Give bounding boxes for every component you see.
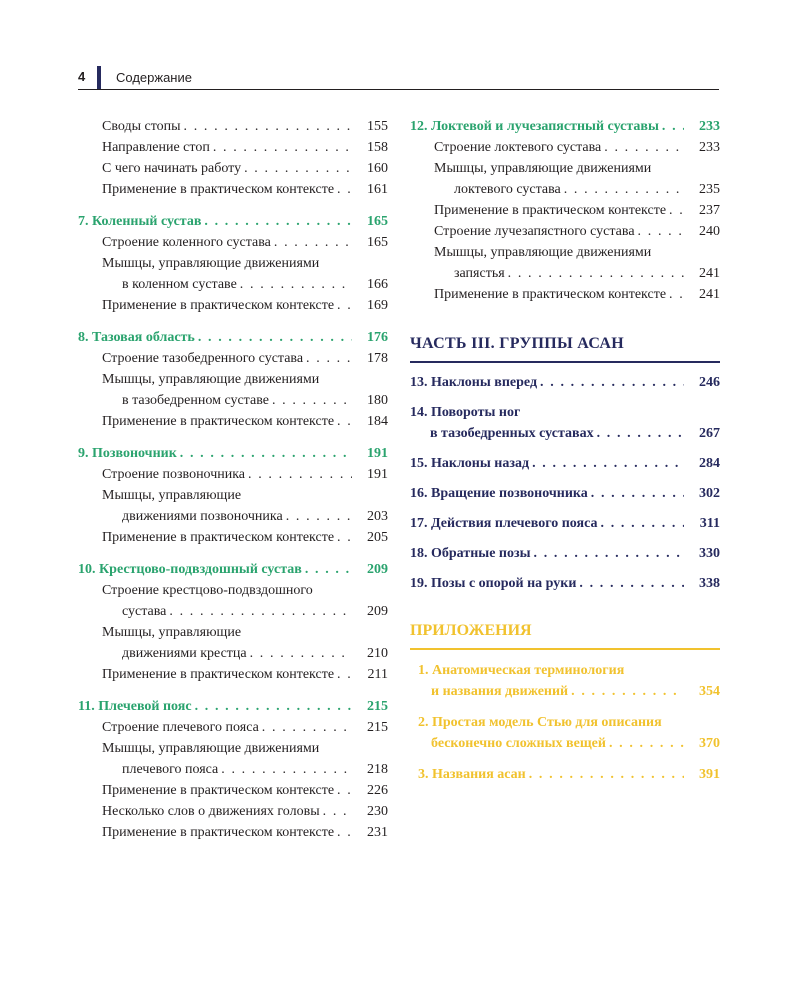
appendix-item-entry-title: 1. Анатомическая терминология	[418, 663, 625, 678]
toc-subentry-title: Направление стоп	[102, 140, 210, 155]
toc-subentry-page: 237	[699, 203, 720, 218]
part-item	[410, 573, 720, 594]
toc-subentry	[410, 200, 720, 221]
toc-subentry-row	[78, 506, 388, 527]
toc-chapter-heading-page: 165	[367, 214, 388, 229]
toc-chapter-heading	[78, 696, 388, 717]
part-item-entry	[410, 453, 720, 474]
part-heading: ЧАСТЬ III. ГРУППЫ АСАН	[410, 335, 720, 363]
toc-subentry-title: Применение в практическом контексте	[102, 783, 335, 798]
page-number: 4	[78, 69, 86, 84]
toc-subentry-page: 235	[699, 182, 720, 197]
toc-chapter	[78, 559, 388, 685]
toc-chapter-heading-row	[78, 327, 388, 348]
appendix-item-entry-title: 3. Названия асан	[418, 767, 526, 782]
leader-dots	[337, 179, 352, 200]
toc-subentry-title: Применение в практическом контексте	[102, 530, 335, 545]
part-item-entry-row	[410, 372, 720, 393]
leader-dots	[337, 780, 352, 801]
toc-subentry-row	[78, 759, 388, 780]
toc-chapter-heading	[78, 211, 388, 232]
leader-dots	[198, 327, 352, 348]
toc-subentry-title: Мышцы, управляющие движениями	[102, 372, 320, 387]
toc-subentry-title: Своды стопы	[102, 119, 181, 134]
toc-subentry	[78, 664, 388, 685]
leader-dots	[323, 801, 352, 822]
toc-subentry-row	[410, 179, 720, 200]
toc-subentry-page: 203	[367, 509, 388, 524]
toc-subentry-title: Мышцы, управляющие	[102, 625, 242, 640]
toc-subentry-page: 241	[699, 266, 720, 281]
toc-chapter	[78, 443, 388, 548]
part-item-entry-page: 246	[699, 375, 720, 390]
part-item	[410, 372, 720, 393]
part-item-entry-row	[410, 543, 720, 564]
appendix-item-entry-row	[418, 764, 720, 785]
toc-subentry-page: 160	[367, 161, 388, 176]
leader-dots	[540, 372, 684, 393]
toc-chapter-heading	[410, 116, 720, 137]
toc-subentry-title: Строение крестцово-подвздошного	[102, 583, 313, 598]
toc-subentry-title-cont: в коленном суставе	[122, 277, 237, 292]
part-item-entry	[410, 483, 720, 504]
leader-dots	[529, 764, 684, 785]
appendix-item-entry	[418, 712, 720, 754]
part-item-entry-page: 267	[699, 426, 720, 441]
toc-chapter-heading-row	[78, 559, 388, 580]
part-item-entry-page: 311	[699, 516, 720, 531]
toc-subentry-page: 240	[699, 224, 720, 239]
toc-subentry-title-cont: плечевого пояса	[122, 762, 219, 777]
leader-dots	[337, 664, 352, 685]
toc-subentry-title: Мышцы, управляющие движениями	[102, 741, 320, 756]
toc-subentry-row	[410, 284, 720, 305]
part-item-entry-row	[410, 573, 720, 594]
toc-subentry-title-cont: в тазобедренном суставе	[122, 393, 269, 408]
toc-subentry	[410, 221, 720, 242]
appendix-item-entry-page: 370	[699, 736, 720, 751]
toc-subentry-page: 184	[367, 414, 388, 429]
toc-subentry-page: 166	[367, 277, 388, 292]
leader-dots	[337, 295, 352, 316]
toc-subentry-row	[78, 822, 388, 843]
part-item-entry	[410, 543, 720, 564]
part-item-entry-title: 18. Обратные позы	[410, 546, 531, 561]
part-item-entry-title: 13. Наклоны вперед	[410, 375, 538, 390]
leader-dots	[597, 423, 684, 444]
part-item	[410, 513, 720, 534]
part-item-entry-page: 338	[699, 576, 720, 591]
toc-subentry-title: Применение в практическом контексте	[102, 298, 335, 313]
toc-chapter-heading-title: 10. Крестцово-подвздошный сустав	[78, 562, 302, 577]
appendix-item-entry	[418, 660, 720, 702]
toc-chapter-heading	[78, 443, 388, 464]
toc-chapter-heading-title: 12. Локтевой и лучезапястный суставы	[410, 119, 659, 134]
leader-dots	[337, 822, 352, 843]
toc-subentry-page: 230	[367, 804, 388, 819]
toc-subentry	[78, 485, 388, 527]
header-title: Содержание	[116, 70, 192, 85]
part-item	[410, 543, 720, 564]
leader-dots	[286, 506, 352, 527]
leader-dots	[244, 158, 352, 179]
toc-subentry	[78, 717, 388, 738]
leader-dots	[184, 116, 352, 137]
toc-subentry-row	[78, 232, 388, 253]
part-item	[410, 402, 720, 444]
leader-dots	[274, 232, 352, 253]
toc-subentry	[78, 348, 388, 369]
leader-dots	[213, 137, 352, 158]
toc-subentry-page: 180	[367, 393, 388, 408]
appendix-heading: ПРИЛОЖЕНИЯ	[410, 622, 720, 650]
leader-dots	[250, 643, 352, 664]
toc-subentry-page: 211	[367, 667, 388, 682]
toc-subentry	[78, 253, 388, 295]
part-item-entry-row	[410, 453, 720, 474]
part-item-entry-row	[410, 483, 720, 504]
toc-subentry-page: 178	[367, 351, 388, 366]
leader-dots	[305, 559, 352, 580]
toc-subentry	[78, 411, 388, 432]
leader-dots	[337, 411, 352, 432]
leader-dots	[601, 513, 684, 534]
toc-subentry-row	[78, 664, 388, 685]
toc-subentry-title-cont: движениями крестца	[122, 646, 247, 661]
toc-subentry-title: Строение тазобедренного сустава	[102, 351, 304, 366]
toc-subentry-title: Мышцы, управляющие движениями	[434, 245, 652, 260]
leader-dots	[508, 263, 684, 284]
appendix-item-entry-title-cont: бесконечно сложных вещей	[431, 736, 606, 751]
toc-subentry-row	[410, 200, 720, 221]
toc-subentry-title-cont: запястья	[454, 266, 505, 281]
part-item-entry-title: 17. Действия плечевого пояса	[410, 516, 598, 531]
leader-dots	[306, 348, 352, 369]
toc-chapter-heading-row	[78, 443, 388, 464]
toc-left-column	[78, 116, 388, 843]
part-item-entry-title: 19. Позы с опорой на руки	[410, 576, 577, 591]
toc-chapter-heading-page: 233	[699, 119, 720, 134]
appendix-item	[410, 660, 720, 702]
leader-dots	[564, 179, 684, 200]
leader-dots	[604, 137, 684, 158]
leader-dots	[534, 543, 684, 564]
toc-subentry	[78, 464, 388, 485]
leader-dots	[262, 717, 352, 738]
toc-subentry-page: 191	[367, 467, 388, 482]
toc-subentry-page: 169	[367, 298, 388, 313]
part-item-entry-title-cont: в тазобедренных суставах	[430, 426, 594, 441]
toc-subentry-row	[78, 137, 388, 158]
appendix-item-entry-title-cont: и названия движений	[431, 684, 569, 699]
leader-dots	[591, 483, 684, 504]
toc-chapter-heading	[78, 559, 388, 580]
toc-subentry-row	[78, 464, 388, 485]
toc-chapter-heading-title: 7. Коленный сустав	[78, 214, 202, 229]
appendix-item-entry-page: 354	[699, 684, 720, 699]
leader-dots	[662, 116, 684, 137]
part-item-entry-row	[410, 513, 720, 534]
appendix-item	[410, 764, 720, 785]
toc-chapter-heading-row	[78, 696, 388, 717]
toc-subentry-row	[78, 390, 388, 411]
toc-subentry	[78, 295, 388, 316]
appendix-item-entry	[418, 764, 720, 785]
leader-dots	[532, 453, 684, 474]
part-item-entry-row	[410, 423, 720, 444]
toc-subentry-page: 205	[367, 530, 388, 545]
toc-subentry-page: 215	[367, 720, 388, 735]
toc-subentry-title: Применение в практическом контексте	[434, 287, 667, 302]
appendix-item-entry-page: 391	[699, 767, 720, 782]
toc-subentry-page: 158	[367, 140, 388, 155]
toc-subentry-page: 165	[367, 235, 388, 250]
toc-subentry-row	[78, 601, 388, 622]
toc-subentry-page: 233	[699, 140, 720, 155]
toc-subentry-title: Мышцы, управляющие движениями	[102, 256, 320, 271]
leader-dots	[669, 200, 684, 221]
toc-subentry	[78, 780, 388, 801]
toc-chapter-heading-title: 8. Тазовая область	[78, 330, 195, 345]
leader-dots	[571, 681, 684, 702]
toc-subentry-page: 155	[367, 119, 388, 134]
part-item-entry-title: 14. Повороты ног	[410, 405, 521, 420]
part-item	[410, 483, 720, 504]
leader-dots	[272, 390, 352, 411]
toc-chapter-heading-row	[78, 211, 388, 232]
toc-subentry	[78, 622, 388, 664]
toc-subentry-page: 161	[367, 182, 388, 197]
toc-subentry-title: Применение в практическом контексте	[102, 414, 335, 429]
toc-subentry-row	[78, 411, 388, 432]
toc-chapter-heading	[78, 327, 388, 348]
toc-subentry	[410, 242, 720, 284]
toc-subentry-page: 210	[367, 646, 388, 661]
leader-dots	[638, 221, 684, 242]
toc-subentry-title: Мышцы, управляющие движениями	[434, 161, 652, 176]
appendix-item	[410, 712, 720, 754]
part-item-entry-page: 302	[699, 486, 720, 501]
toc-subentry-row	[410, 137, 720, 158]
toc-subentry-row	[78, 158, 388, 179]
leader-dots	[669, 284, 684, 305]
toc-subentry-page: 241	[699, 287, 720, 302]
part-item-entry	[410, 513, 720, 534]
leader-dots	[169, 601, 352, 622]
toc-pre-entries	[78, 116, 388, 200]
leader-dots	[221, 759, 352, 780]
toc-subentry-page: 231	[367, 825, 388, 840]
toc-subentry-title: Строение позвоночника	[102, 467, 246, 482]
part-item-entry	[410, 573, 720, 594]
toc-subentry-title: Несколько слов о движениях головы	[102, 804, 320, 819]
toc-chapter-heading-page: 191	[367, 446, 388, 461]
toc-subentry-title: Строение лучезапястного сустава	[434, 224, 635, 239]
leader-dots	[195, 696, 352, 717]
toc-subentry-row	[78, 295, 388, 316]
toc-chapter-heading-page: 215	[367, 699, 388, 714]
toc-subentry-title: Применение в практическом контексте	[102, 182, 335, 197]
toc-subentry	[78, 822, 388, 843]
toc-subentry-title: Мышцы, управляющие	[102, 488, 242, 503]
toc-subentry-page: 218	[367, 762, 388, 777]
leader-dots	[204, 211, 352, 232]
part-item-entry-title: 15. Наклоны назад	[410, 456, 530, 471]
leader-dots	[579, 573, 684, 594]
appendix-item-entry-row	[418, 733, 720, 754]
toc-subentry	[410, 158, 720, 200]
part-item-entry-title: 16. Вращение позвоночника	[410, 486, 588, 501]
toc-subentry-title: Применение в практическом контексте	[102, 825, 335, 840]
appendix-item-entry-title: 2. Простая модель Стью для описания	[418, 715, 662, 730]
part-item	[410, 453, 720, 474]
toc-subentry	[410, 284, 720, 305]
toc-subentry-row	[78, 801, 388, 822]
toc-subentry	[78, 801, 388, 822]
toc-chapter-heading-page: 176	[367, 330, 388, 345]
leader-dots	[180, 443, 352, 464]
header-rule	[78, 89, 719, 90]
toc-chapter	[78, 327, 388, 432]
toc-chapter-heading-row	[410, 116, 720, 137]
toc-subentry-row	[78, 274, 388, 295]
toc-subentry-row	[78, 527, 388, 548]
part-item-entry-page: 330	[699, 546, 720, 561]
part-item-entry	[410, 372, 720, 393]
toc-subentry-title: Применение в практическом контексте	[102, 667, 335, 682]
toc-subentry-title: С чего начинать работу	[102, 161, 242, 176]
toc-subentry-title-cont: сустава	[122, 604, 167, 619]
toc-subentry-title: Применение в практическом контексте	[434, 203, 667, 218]
toc-subentry-title: Строение плечевого пояса	[102, 720, 259, 735]
toc-chapter	[78, 696, 388, 843]
toc-subentry-page: 209	[367, 604, 388, 619]
toc-subentry	[78, 527, 388, 548]
toc-subentry	[78, 580, 388, 622]
toc-chapter	[410, 116, 720, 305]
toc-subentry-page: 226	[367, 783, 388, 798]
toc-subentry-row	[78, 717, 388, 738]
toc-subentry-title: Строение коленного сустава	[102, 235, 271, 250]
toc-subentry	[410, 137, 720, 158]
toc-chapter	[78, 211, 388, 316]
part-item-entry	[410, 402, 720, 444]
toc-subentry-row	[410, 263, 720, 284]
leader-dots	[248, 464, 352, 485]
toc-subentry-row	[410, 221, 720, 242]
leader-dots	[240, 274, 352, 295]
leader-dots	[609, 733, 684, 754]
toc-right-column	[410, 116, 720, 785]
leader-dots	[337, 527, 352, 548]
toc-chapter-heading-title: 11. Плечевой пояс	[78, 699, 192, 714]
toc-subentry-title: Строение локтевого сустава	[434, 140, 602, 155]
toc-subentry-row	[78, 348, 388, 369]
toc-subentry-row	[78, 780, 388, 801]
toc-subentry-row	[78, 116, 388, 137]
toc-subentry	[78, 738, 388, 780]
toc-subentry-row	[78, 179, 388, 200]
toc-subentry	[78, 369, 388, 411]
toc-subentry-title-cont: движениями позвоночника	[122, 509, 283, 524]
header-bar	[97, 66, 101, 90]
toc-subentry-title-cont: локтевого сустава	[454, 182, 561, 197]
toc-subentry	[78, 232, 388, 253]
toc-chapter-heading-title: 9. Позвоночник	[78, 446, 177, 461]
toc-subentry-row	[78, 643, 388, 664]
toc-chapter-heading-page: 209	[367, 562, 388, 577]
appendix-item-entry-row	[418, 681, 720, 702]
part-item-entry-page: 284	[699, 456, 720, 471]
